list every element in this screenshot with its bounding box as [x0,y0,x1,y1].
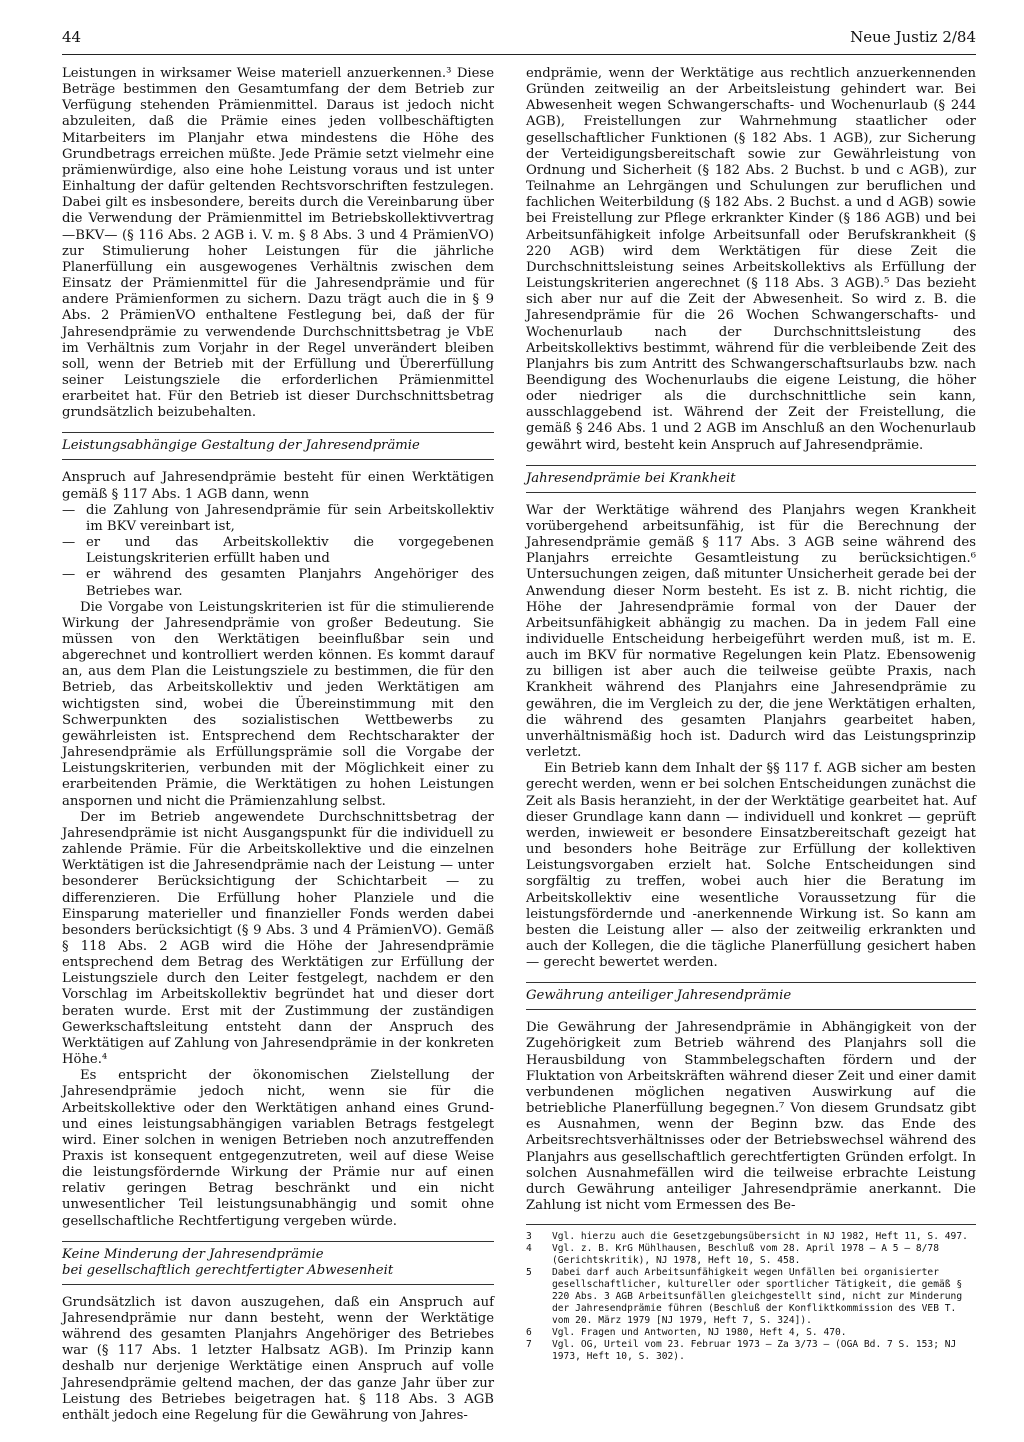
list-item: — die Zahlung von Jahresendprämie für sein Arbeitskollektiv im BKV vereinbart ist, [86,503,494,535]
left-paragraph-6: Grundsätzlich ist davon auszugehen, daß ein Anspruch auf Jahresendprämie nur dann besteht, wenn der Werktätige während des gesamten Planjahrs Angehöriger des Betriebes war (§ 117 Abs. 1 letzter Halbsatz AGB). Im Prinzip kann deshalb nur derjenige Werktätige einen Anspruch auf volle Jahresendprämie geltend machen, der das ganze Jahr über zur Leistung des Betriebes beigetragen hat. § 118 Abs. 3 AGB enthält jedoch eine Regelung für die Gewährung von Jahres- [62,1294,494,1423]
section-heading-leistungsabhaengig: Leistungsabhängige Gestaltung der Jahresendprämie [62,432,494,460]
left-paragraph-1: Leistungen in wirksamer Weise materiell anzuerkennen.³ Diese Beträge bestimmen den Gesamtumfang der dem Betrieb zur Verfügung stehenden Prämienmittel. Daraus ist jedoch nicht abzuleiten, daß die Prämie eines jeden vollbeschäftigten Mitarbeiters im Planjahr etwa mindestens die Höhe des Grundbetrags erreichen müßte. Jede Prämie setzt vielmehr eine prämienwürdige, also eine hohe Leistung voraus und ist unter Einhaltung der dafür geltenden Rechtsvorschriften festzulegen. Dabei gilt es insbesondere, bereits durch die Vereinbarung über die Verwendung der Prämienmittel im Betriebskollektivvertrag —BKV— (§ 116 Abs. 2 AGB i. V. m. § 8 Abs. 3 und 4 PrämienVO) zur Stimulierung hoher Leistungen für die jährliche Planerfüllung ein ausgewogenes Verhältnis zwischen dem Einsatz der Prämienmittel für die Jahresendprämie und für andere Prämienformen zu sichern. Dazu trägt auch die in § 9 Abs. 2 PrämienVO enthaltene Festlegung bei, daß der für Jahresendprämie zu verwendende Durchschnittsbetrag je VbE im Verhältnis zum Vorjahr in der Regel unverändert bleiben soll, wenn der Betrieb mit der Erfüllung und Übererfüllung seiner Leistungsziele die erforderlichen Prämienmittel erarbeitet hat. Für den Betrieb ist dieser Durchschnittsbetrag grundsätzlich beizubehalten. [62,66,494,421]
page-header [62,28,976,52]
footnote-text: Vgl. OG, Urteil vom 23. Februar 1973 — Za 3/73 — (OGA Bd. 7 S. 153; NJ 1973, Heft 10, S. 302). [552,1339,957,1363]
footnote [526,1339,976,1363]
footnote-text: Vgl. z. B. KrG Mühlhausen, Beschluß vom 28. April 1978 — A 5 — 8/78 (Gerichtskritik), NJ 1978, Heft 10, S. 458. [552,1243,939,1267]
list-item: — er während des gesamten Planjahrs Angehöriger des Betriebes war. [86,567,494,599]
footnotes [526,1224,976,1363]
footnote [526,1327,976,1339]
footnote-text: Vgl. hierzu auch die Gesetzgebungsübersicht in NJ 1982, Heft 11, S. 497. [552,1231,968,1243]
section-heading-line-2: bei gesellschaftlich gerechtfertigter Abwesenheit [62,1262,394,1278]
footnote-number: 5 [526,1267,532,1279]
footnote [526,1267,976,1327]
footnote-number: 7 [526,1339,532,1351]
footnote-text: Vgl. Fragen und Antworten, NJ 1980, Heft 4, S. 470. [552,1327,847,1339]
right-paragraph-3: Ein Betrieb kann dem Inhalt der §§ 117 f. AGB sicher am besten gerecht werden, wenn er bei solchen Entscheidungen zunächst die Zeit als Basis heranzieht, in der der Werktätige gearbeitet hat. Auf dieser Grundlage kann dann — individuell und konkret — geprüft werden, inwieweit er besondere Einsatzbereitschaft gezeigt hat und besonders hohe Beiträge zur Erfüllung der kollektiven Leistungsvorgaben erzielt hat. Solche Entscheidungen sind sorgfältig zu treffen, wobei auch hier die Beratung im Arbeitskollektiv eine wesentliche Voraussetzung für die leistungsfördernde und -anerkennende Wirkung ist. So kann am besten die Leistung aller — also der zeitweilig erkrankten und auch der Kollegen, die die tägliche Planerfüllung gesichert haben — gerecht bewertet werden. [526,761,976,971]
header-rule [62,54,976,55]
right-paragraph-1: endprämie, wenn der Werktätige aus rechtlich anzuerkennenden Gründen zeitweilig an der Arbeitsleistung gehindert war. Bei Abwesenheit wegen Schwangerschafts- und Wochenurlaub (§ 244 AGB), Freistellungen zur Wahrnehmung staatlicher oder gesellschaftlicher Funktionen (§ 182 Abs. 1 AGB), zur Sicherung der Verteidigungsbereitschaft sowie zur Gewährleistung von Ordnung und Sicherheit (§ 182 Abs. 2 Buchst. b und c AGB), zur Teilnahme an Lehrgängen und Schulungen zur beruflichen und fachlichen Weiterbildung (§ 182 Abs. 2 Buchst. a und d AGB) sowie bei Freistellung zur Pflege erkrankter Kinder (§ 186 AGB) und bei Arbeitsunfähigkeit infolge Arbeitsunfall oder Berufskrankheit (§ 220 AGB) wird dem Werktätigen für diese Zeit die Durchschnittsleistung seines Arbeitskollektivs als Erfüllung der Leistungskriterien angerechnet (§ 118 Abs. 3 AGB).⁵ Das bezieht sich aber nur auf die Zeit der Abwesenheit. So wird z. B. die Jahresendprämie für die 26 Wochen Schwangerschafts- und Wochenurlaub nach der Durchschnittsleistung des Arbeitskollektivs bestimmt, während für die verbleibende Zeit des Planjahrs bis zum Antritt des Schwangerschaftsurlaubs bzw. nach Beendigung des Wochenurlaubs die eigene Leistung, die höher oder niedriger als die durchschnittliche sein kann, ausschlaggebend ist. Während der Zeit der Freistellung, die gemäß § 246 Abs. 1 und 2 AGB im Anschluß an den Wochenurlaub gewährt wird, besteht kein Anspruch auf Jahresendprämie. [526,66,976,453]
page-number: 44 [62,28,82,46]
left-column [62,66,494,1424]
footnote-number: 3 [526,1231,532,1243]
section-heading-krankheit: Jahresendprämie bei Krankheit [526,465,976,493]
left-paragraph-5: Es entspricht der ökonomischen Zielstellung der Jahresendprämie jedoch nicht, wenn sie für die Arbeitskollektive oder den Werktätigen anhand eines Grund- und eines leistungsabhängigen variablen Betrags festgelegt wird. Einer solchen in wenigen Betrieben noch anzutreffenden Praxis ist konsequent entgegenzutreten, weil auf diese Weise die leistungsfördernde Wirkung der Prämie nur auf einen relativ geringen Betrag beschränkt und ein nicht unwesentlicher Teil leistungsunabhängig und somit ohne gesellschaftliche Rechtfertigung vergeben würde. [62,1068,494,1229]
criteria-list [62,503,494,600]
footnote-number: 4 [526,1243,532,1255]
right-paragraph-2: War der Werktätige während des Planjahrs wegen Krankheit vorübergehend arbeitsunfähig, ist für die Berechnung der Jahresendprämie gemäß § 117 Abs. 3 AGB seine während des Planjahrs erreichte Gesamtleistung zu berücksichtigen.⁶ Untersuchungen zeigen, daß mitunter Unsicherheit gerade bei der Anwendung dieser Norm besteht. Es ist z. B. nicht richtig, die Höhe der Jahresendprämie formal von der Dauer der Arbeitsunfähigkeit abhängig zu machen. Da in jedem Fall eine individuelle Entscheidung herbeigeführt werden muß, ist m. E. auch im BKV für normative Regelungen kein Platz. Ebensowenig zu billigen ist aber auch die teilweise geübte Praxis, nach Krankheit während des Planjahrs eine Jahresendprämie zu gewähren, die im Vergleich zu der, die jene Werktätigen erhalten, die während des gesamten Planjahrs gearbeitet haben, unverhältnismäßig hoch ist. Dadurch wird das Leistungsprinzip verletzt. [526,502,976,761]
list-item: — er und das Arbeitskollektiv die vorgegebenen Leistungskriterien erfüllt haben und [86,535,494,567]
footnote-number: 6 [526,1327,532,1339]
left-paragraph-2: Anspruch auf Jahresendprämie besteht für einen Werktätigen gemäß § 117 Abs. 1 AGB dann, wenn [62,470,494,502]
left-paragraph-3: Die Vorgabe von Leistungskriterien ist für die stimulierende Wirkung der Jahresendprämie von großer Bedeutung. Sie müssen von den Werktätigen beeinflußbar sein und abgerechnet und kontrolliert werden können. Es kommt darauf an, aus dem Plan die Leistungsziele zu bestimmen, die für den Betrieb, das Arbeitskollektiv und jeden Werktätigen am wichtigsten sind, wobei die Übereinstimmung mit den Schwerpunkten des sozialistischen Wettbewerbs zu gewährleisten ist. Entsprechend dem Rechtscharakter der Jahresendprämie als Erfüllungsprämie soll die Vorgabe der Leistungskriterien, verbunden mit der Möglichkeit einer zu erarbeitenden Prämie, die Werktätigen zu hohen Leistungen anspornen und nicht die Prämienzahlung selbst. [62,599,494,809]
section-heading-keine-minderung [62,1241,494,1285]
footnote-text: Dabei darf auch Arbeitsunfähigkeit wegen Unfällen bei organisierter gesellschaftlicher, kultureller oder sportlicher Tätigkeit, die gemäß § 220 Abs. 3 AGB Arbeitsunfällen gleichgestellt sind, nicht zur Minderung der Jahresendprämie führen (Beschluß der Konfliktkommission des VEB T. vom 20. März 1979 [NJ 1979, Heft 7, S. 324]). [552,1267,963,1327]
left-paragraph-4: Der im Betrieb angewendete Durchschnittsbetrag der Jahresendprämie ist nicht Ausgangspunkt für die individuell zu zahlende Prämie. Für die Arbeitskollektive und die einzelnen Werktätigen ist die Jahresendprämie nach der Leistung — unter besonderer Berücksichtigung der Schichtarbeit — zu differenzieren. Die Erfüllung hoher Planziele und die Einsparung materieller und finanzieller Fonds werden dabei besonders berücksichtigt (§ 9 Abs. 3 und 4 PrämienVO). Gemäß § 118 Abs. 2 AGB wird die Höhe der Jahresendprämie entsprechend dem Betrag des Werktätigen zur Erfüllung der Leistungsziele durch den Leiter festgelegt, nachdem er den Vorschlag im Arbeitskollektiv begründet hat und dieser dort beraten wurde. Erst mit der Zustimmung der zuständigen Gewerkschaftsleitung entsteht dann der Anspruch des Werktätigen auf Zahlung von Jahresendprämie in der konkreten Höhe.⁴ [62,809,494,1068]
section-heading-anteilig: Gewährung anteiliger Jahresendprämie [526,982,976,1010]
right-paragraph-4: Die Gewährung der Jahresendprämie in Abhängigkeit von der Zugehörigkeit zum Betrieb während des Planjahrs soll die Herausbildung von Stammbelegschaften fördern und der Fluktation von Arbeitskräften während dieser Zeit und einer damit verbundenen möglichen negativen Auswirkung auf die betriebliche Planerfüllung begegnen.⁷ Von diesem Grundsatz gibt es Ausnahmen, wenn der Beginn bzw. das Ende des Arbeitsrechtsverhältnisses oder der Betriebswechsel während des Planjahrs aus gesellschaftlich gerechtfertigten Gründen erfolgt. In solchen Ausnahmefällen wird die teilweise erbrachte Leistung durch Gewährung anteiliger Jahresendprämie anerkannt. Die Zahlung ist nicht vom Ermessen des Be- [526,1020,976,1213]
right-column [526,66,976,1363]
section-heading-line-1: Keine Minderung der Jahresendprämie [62,1246,324,1262]
journal-issue: Neue Justiz 2/84 [850,28,976,46]
footnote [526,1243,976,1267]
footnote [526,1231,976,1243]
